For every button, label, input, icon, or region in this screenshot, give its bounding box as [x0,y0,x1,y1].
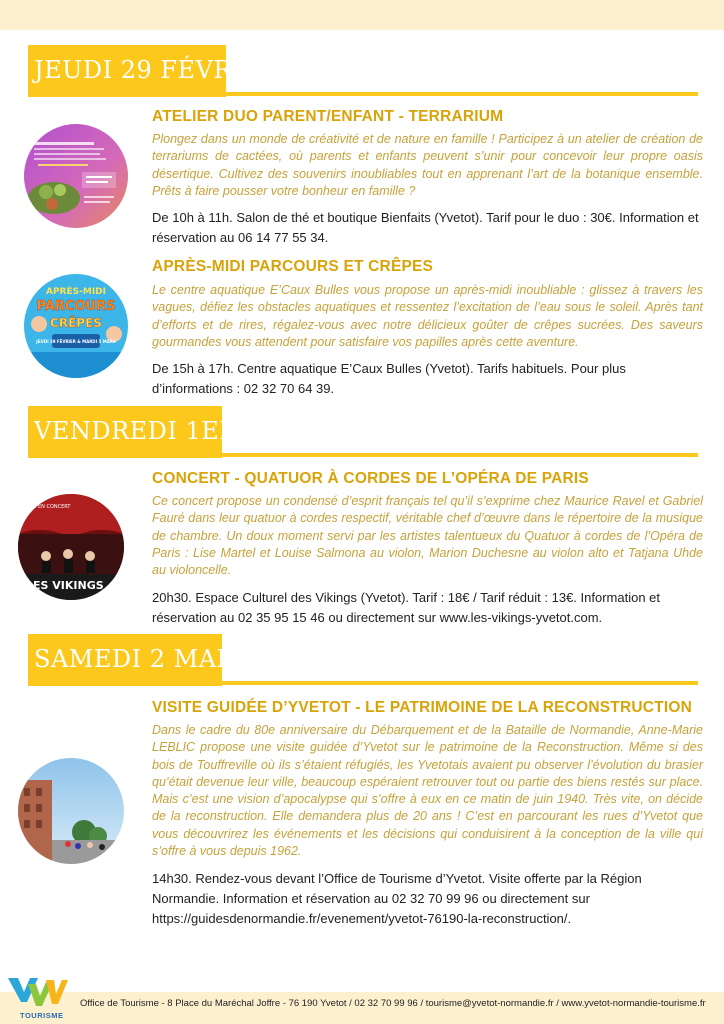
event-description: Le centre aquatique E’Caux Bulles vous propose un après-midi inoubliable : glissez à travers les vagues, défiez les obstacles aquatiques et ressentez l’excitation de l’eau sous le soleil. Après tant d’efforts et de rires, régalez-vous avec notre délicieux goûter de crêpes sucrées. Des saveurs gourmandes vous attendent pour satisfaire vos papilles après cette aventure. [152,283,703,349]
poster-concert-label: EN CONCERT [38,504,71,510]
event-title: VISITE GUIDÉE D’YVETOT - LE PATRIMOINE DE LA RECONSTRUCTION [152,699,692,716]
concert-poster-image [18,494,124,600]
day-banner-block [28,406,325,458]
day-banner-rule [226,92,698,96]
day-banner-rule [222,681,698,685]
event-description: Dans le cadre du 80e anniversaire du Débarquement et de la Bataille de Normandie, Anne-Marie LEBLIC propose une visite guidée d’Yvetot sur le patrimoine de la Reconstruction. Même si des bois de Touffreville où ils s’étaient réfugiés, les Yvetotais avaient pu observer l’évolution du brasier qu’était devenue leur ville, beaucoup espéraient retrouver tout ou partie des biens restés sur place. Mais c’est une vision d’apocalypse qui s’offre à eux en ce matin de juin 1940. Très vite, on décide de la reconstruction. Elle demandera plus de 20 ans ! C’est en parcourant les rues d’Yvetot que vous découvrirez les événements et les décisions qui conduisirent à la conception de la ville qui s’offre à vous depuis 1962. [152,723,703,859]
event-practical-info: De 15h à 17h. Centre aquatique E’Caux Bulles (Yvetot). Tarifs habituels. Pour plus d’informations : 02 32 70 64 39. [152,361,626,396]
event-practical-info: 14h30. Rendez-vous devant l’Office de Tourisme d’Yvetot. Visite offerte par la Région Normandie. Information et réservation au 02 32 70 99 96 ou directement sur https://guidesdenormandie.fr/evenement/yvetot-76190-la-reconstruction/. [152,871,642,926]
day-banner-block [28,45,279,97]
event-title: ATELIER DUO PARENT/ENFANT - TERRARIUM [152,108,504,125]
footer-contact-text: Office de Tourisme - 8 Place du Maréchal Joffre - 76 190 Yvetot / 02 32 70 99 96 / tourisme@yvetot-normandie.fr / www.yvetot-normandie-tourisme.fr [80,998,706,1009]
top-band [0,0,724,30]
event-description: Plongez dans un monde de créativité et de nature en famille ! Participez à un atelier de création de terrariums de cactées, où parents et enfants peuvent s’unir pour concevoir leur propre oasis désertique. Cultivez des souvenirs inoubliables tout en apprenant l’art de la botanique ensemble. Prêts à faire pousser votre bonheur en famille ? [152,132,703,198]
day-banner-block [28,634,253,686]
poster-dates: JEUDI 29 FÉVRIER & MARDI 5 MARS [36,339,116,344]
day-banner-friday [28,406,698,458]
event-practical-info: De 10h à 11h. Salon de thé et boutique Bienfaits (Yvetot). Tarif pour le duo : 30€. Information et réservation au 06 14 77 55 34. [152,210,699,245]
event-title: CONCERT - QUATUOR À CORDES DE L’OPÉRA DE PARIS [152,470,589,487]
poster-line-apres-midi: APRÈS-MIDI [46,287,106,297]
event-title: APRÈS-MIDI PARCOURS ET CRÊPES [152,258,434,275]
event-description: Ce concert propose un condensé d’esprit français tel qu’il s’exprime chez Maurice Ravel et Gabriel Fauré dans leur quatuor à cordes respectif, véritable chef d’œuvre dans le répertoire de la musique de chambre. Un doux moment servi par les artistes talentueux du Quatuor à cordes de l’Opéra de Paris : Lise Martel et Louise Salmona au violon, Marion Duchesne au violon alto et Tatjana Uhde au violoncelle. [152,494,703,578]
day-label: VENDREDI 1ER MARS [34,417,325,445]
day-banner-thursday [28,45,698,97]
day-label: JEUDI 29 FÉVRIER [34,56,279,84]
event-practical-info: 20h30. Espace Culturel des Vikings (Yvetot). Tarif : 18€ / Tarif réduit : 13€. Information et réservation au 02 35 95 15 46 ou directement sur www.les-vikings-yvetot.com. [152,590,661,625]
day-label: SAMEDI 2 MARS [34,645,253,673]
terrarium-poster-image [24,124,128,228]
parcours-crepes-poster-image [24,274,128,378]
logo-tourisme-label: TOURISME [20,1011,64,1020]
yvn-logo-mark-icon [6,976,68,1010]
poster-line-parcours: PARCOURS [36,299,116,314]
poster-line-crepes: CRÊPES [50,316,102,330]
day-banner-rule [222,453,698,457]
day-banner-saturday [28,634,698,686]
poster-venue: LES VIKINGS [26,579,104,592]
yvetot-tourisme-logo [6,976,68,1024]
yvetot-street-photo [18,758,124,864]
